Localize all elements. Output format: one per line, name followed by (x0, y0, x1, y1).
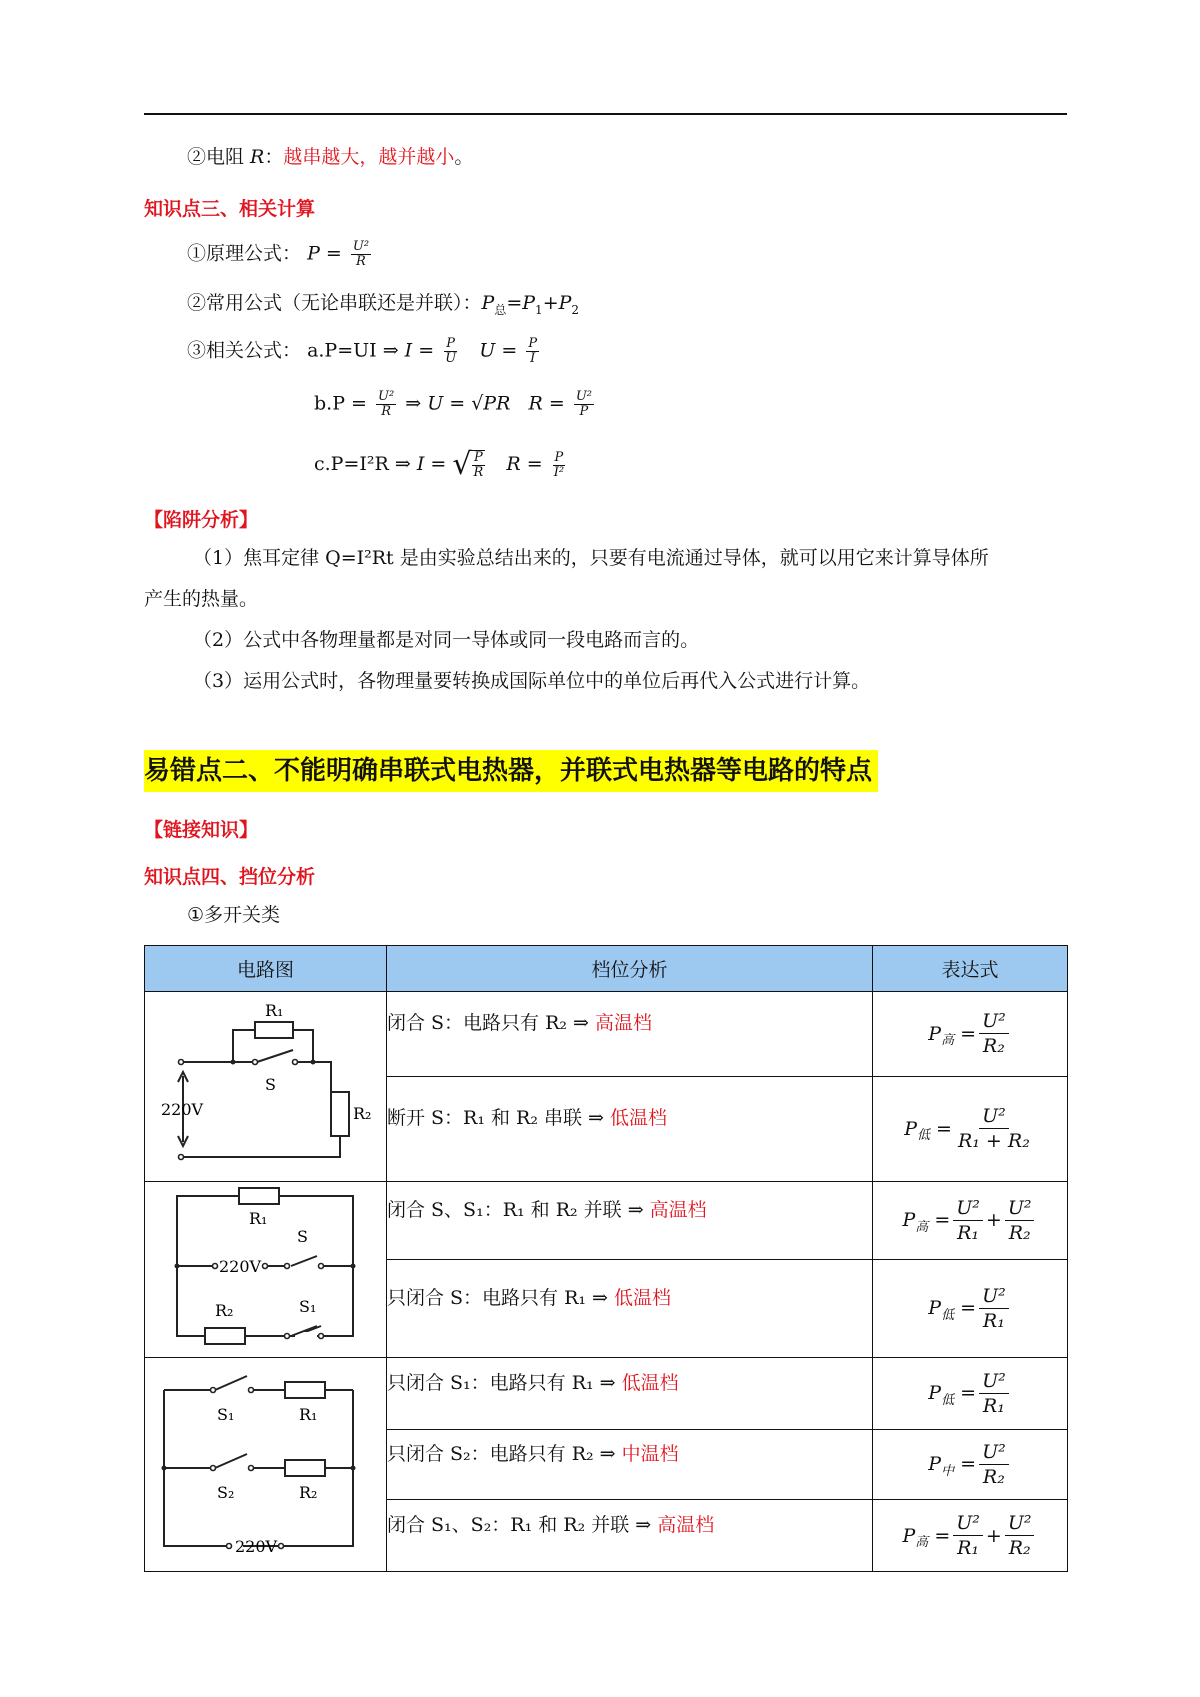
label-s2: S₂ (217, 1483, 235, 1502)
row-desc: 断开 S：R₁ 和 R₂ 串联 ⇒ 低温档 (387, 1076, 873, 1181)
label-s: S (265, 1075, 276, 1094)
label-s: S (297, 1227, 308, 1246)
circuit-diagram-3 (145, 1358, 387, 1572)
kp3-heading: 知识点三、相关计算 (144, 198, 316, 220)
row-desc: 只闭合 S₂：电路只有 R₂ ⇒ 中温档 (387, 1429, 873, 1500)
kp4-heading: 知识点四、挡位分析 (144, 866, 316, 888)
label-voltage: 220V (161, 1100, 204, 1119)
label-voltage: 220V (235, 1537, 278, 1556)
parallel-circuit-svg (145, 1182, 387, 1352)
header-expression: 表达式 (873, 946, 1068, 992)
formula-principle: ①原理公式： P = $\frac{\text{U²}}{R}$ (187, 239, 370, 269)
section2-title: 易错点二、不能明确串联式电热器，并联式电热器等电路的特点 (144, 750, 878, 792)
dual-switch-circuit-svg (145, 1358, 387, 1566)
label-r1: R₁ (249, 1209, 268, 1228)
label-r2: R₂ (215, 1301, 234, 1320)
table-row (145, 992, 1068, 1077)
table-header-row (145, 946, 1068, 992)
subheading-multi-switch: ①多开关类 (187, 904, 281, 926)
table-row (145, 1182, 1068, 1260)
trap-item-3: （3）运用公式时，各物理量要转换成国际单位中的单位后再代入公式进行计算。 (193, 670, 871, 692)
circuit-diagram-1 (145, 992, 387, 1182)
label-r1: R₁ (299, 1405, 318, 1424)
formula-related-b: b.P = $\frac{\text{U²}}{R}$ ⇒ U = √PR R = $\frac{\text{U²}}{P}$ (314, 389, 593, 419)
series-circuit-svg (145, 992, 387, 1176)
label-r1: R₁ (265, 1001, 284, 1020)
label-r2: R₂ (353, 1104, 372, 1123)
row-expression: P 低 = U² R₁ + R₂ (873, 1076, 1068, 1181)
trap-item-1: （1）焦耳定律 Q=I²Rt 是由实验总结出来的，只要有电流通过导体，就可以用它来计算导体所 (193, 547, 989, 569)
table-row (145, 1358, 1068, 1430)
row-expression: P 高 = U² R₁ + $\frac{\text{U²}}{\text{R₂}}$ (873, 1500, 1068, 1572)
gear-analysis-table (144, 945, 1068, 1572)
formula-related-c: c.P=I²R ⇒ I = √ $\frac{P}{R}$ R = $\frac{P}{\text{I²}}$ (314, 447, 565, 482)
row-desc: 只闭合 S：电路只有 R₁ ⇒ 低温档 (387, 1259, 873, 1357)
row-desc: 只闭合 S₁：电路只有 R₁ ⇒ 低温档 (387, 1358, 873, 1430)
label-s1: S₁ (217, 1405, 235, 1424)
row-desc: 闭合 S₁、S₂：R₁ 和 R₂ 并联 ⇒ 高温档 (387, 1500, 873, 1572)
circuit-diagram-2 (145, 1182, 387, 1358)
header-analysis: 档位分析 (387, 946, 873, 992)
label-voltage: 220V (219, 1257, 262, 1276)
row-desc: 闭合 S：电路只有 R₂ ⇒ 高温档 (387, 992, 873, 1077)
row-desc: 闭合 S、S₁：R₁ 和 R₂ 并联 ⇒ 高温档 (387, 1182, 873, 1260)
row-expression: P 低 = U² R₁ (873, 1259, 1068, 1357)
trap-item-1-cont: 产生的热量。 (144, 588, 259, 610)
row-expression: P 高 = U² R₁ + $\frac{\text{U²}}{\text{R₂}}$ (873, 1182, 1068, 1260)
header-circuit: 电路图 (145, 946, 387, 992)
row-expression: P 中 = U² R₂ (873, 1429, 1068, 1500)
link-heading: 【链接知识】 (144, 819, 259, 841)
trap-heading: 【陷阱分析】 (144, 509, 259, 531)
row-expression: P 低 = U² R₁ (873, 1358, 1068, 1430)
resistance-line: ②电阻 R：越串越大，越并越小。 (187, 146, 474, 168)
label-r2: R₂ (299, 1483, 318, 1502)
label-s1: S₁ (299, 1297, 317, 1316)
formula-common: ②常用公式（无论串联还是并联）：$P_总=P_1+P_2$ (187, 292, 580, 317)
trap-item-2: （2）公式中各物理量都是对同一导体或同一段电路而言的。 (193, 629, 700, 651)
header-rule (144, 113, 1067, 115)
formula-related-a: ③相关公式： a.P=UI ⇒ I = $\frac{P}{U}$ U = $\frac{P}{I}$ (187, 336, 538, 366)
row-expression: P 高 = U² R₂ (873, 992, 1068, 1077)
